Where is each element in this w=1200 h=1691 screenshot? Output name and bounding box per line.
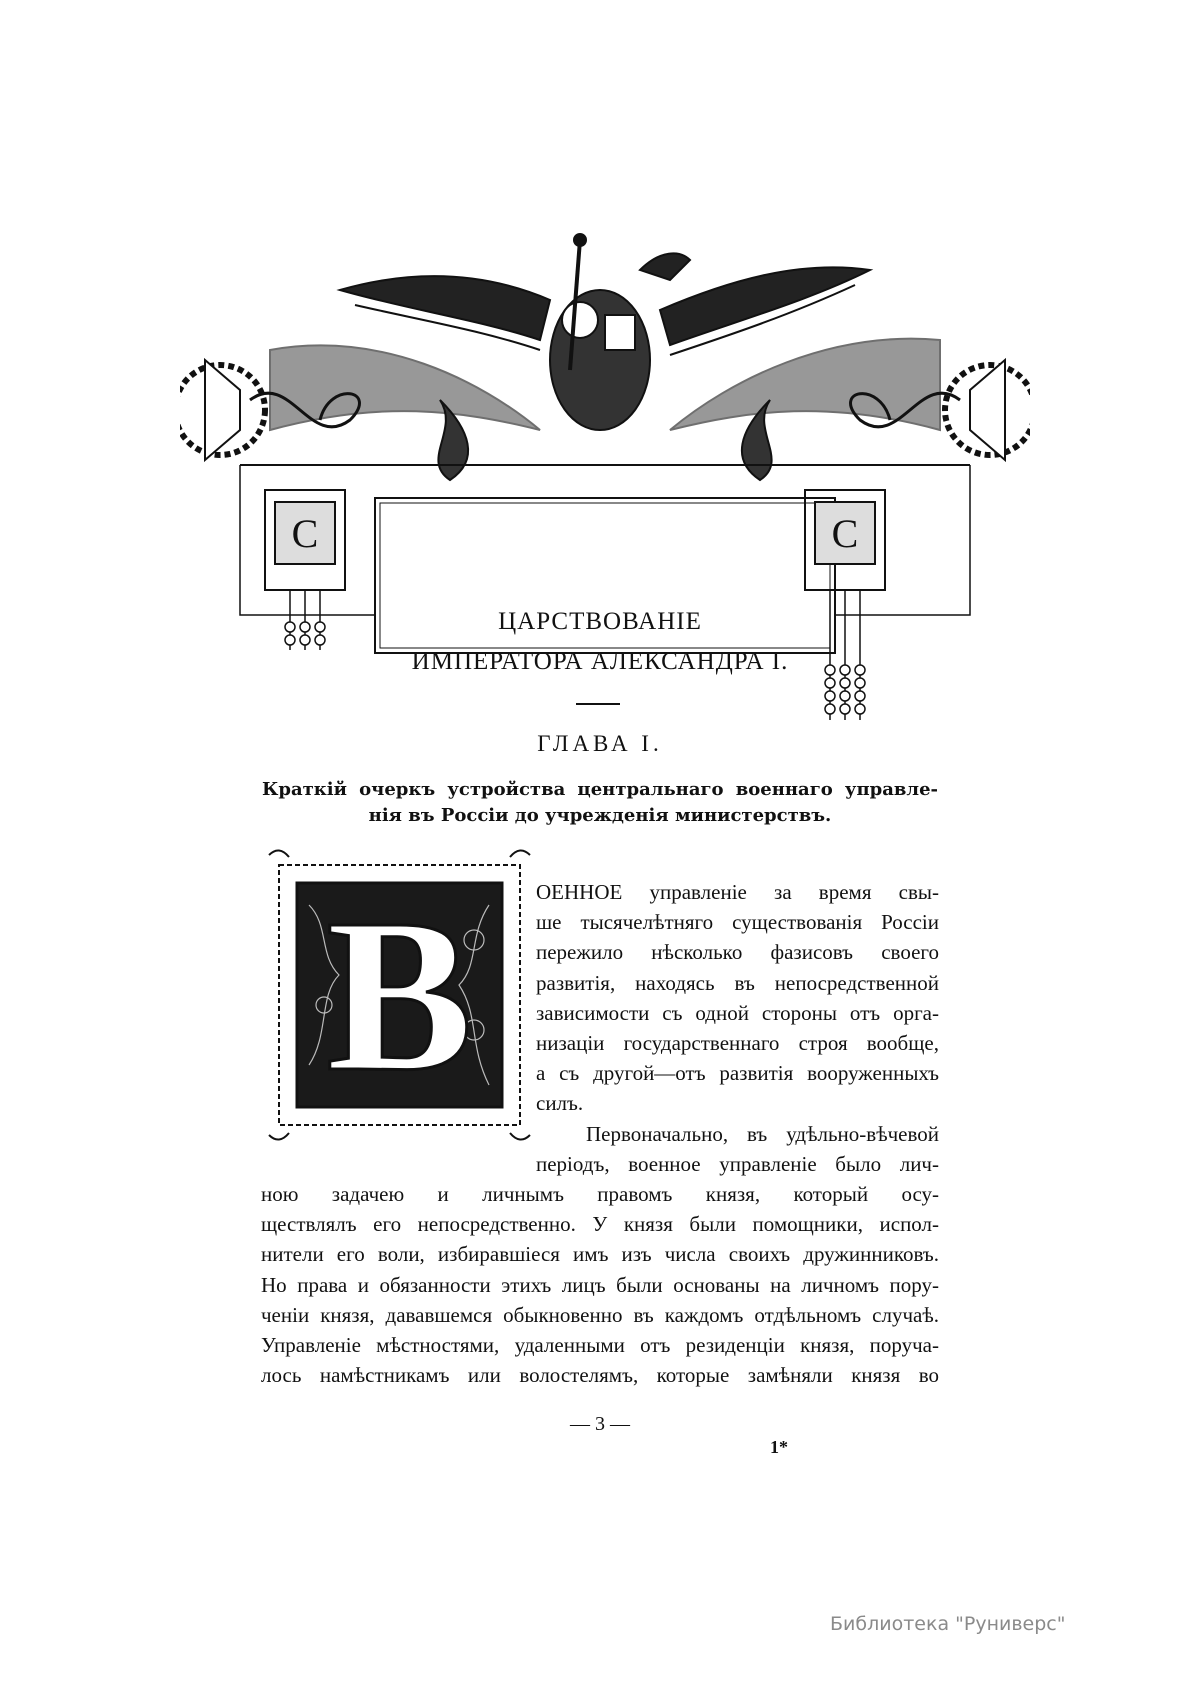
monogram-right: С [831, 511, 859, 556]
body-line: силъ. [536, 1091, 584, 1116]
body-line: а съ другой—отъ развитія вооруженныхъ [536, 1061, 939, 1086]
body-line: ше тысячелѣтняго существованія Россіи [536, 910, 939, 935]
body-line: ОЕННОЕ управленіе за время свы- [536, 880, 939, 904]
title-line-2: ИМПЕРАТОРА АЛЕКСАНДРА I. [411, 648, 789, 675]
body-line: лось намѣстникамъ или волостелямъ, которые замѣняли князя во [261, 1363, 939, 1388]
drop-cap-letter: В [326, 873, 473, 1117]
body-line: пережило нѣсколько фазисовъ своего [536, 940, 939, 965]
monogram-left: С [291, 511, 319, 556]
body-line: Первоначально, въ удѣльно-вѣчевой [586, 1121, 939, 1146]
chapter-subtitle-line-1: Краткій очеркъ устройства центральнаго военнаго управле- [262, 779, 938, 800]
chapter-heading: ГЛАВА I. [537, 731, 663, 756]
signature-mark: 1* [770, 1437, 788, 1457]
body-line: низаціи государственнаго строя вообще, [536, 1031, 939, 1055]
body-line: ществлялъ его непосредственно. У князя были помощники, испол- [261, 1212, 939, 1237]
body-line: развитія, находясь въ непосредственной [536, 970, 939, 995]
page-number: — 3 — [570, 1413, 630, 1435]
body-line: Но права и обязанности этихъ лицъ были основаны на личномъ пору- [261, 1272, 939, 1297]
title-divider [576, 703, 620, 705]
library-watermark: Библиотека "Руниверс" [830, 1613, 1066, 1635]
title-line-1: ЦАРСТВОВАНІЕ [498, 608, 702, 635]
body-line: Управленіе мѣстностями, удаленными отъ резиденціи князя, поруча- [261, 1333, 939, 1357]
body-line: періодъ, военное управленіе было лич- [536, 1151, 939, 1176]
chapter-subtitle-line-2: нія въ Россіи до учрежденія министерствъ. [368, 805, 832, 826]
body-line: ною задачею и личнымъ правомъ князя, который осу- [261, 1182, 939, 1206]
body-line: ченіи князя, дававшемся обыкновенно въ каждомъ отдѣльномъ случаѣ. [261, 1302, 939, 1327]
body-line: нители его воли, избиравшіеся имъ изъ числа своихъ дружинниковъ. [261, 1242, 939, 1267]
body-line: зависимости съ одной стороны отъ орга- [536, 1000, 939, 1025]
drop-cap-ornament [259, 845, 540, 1145]
